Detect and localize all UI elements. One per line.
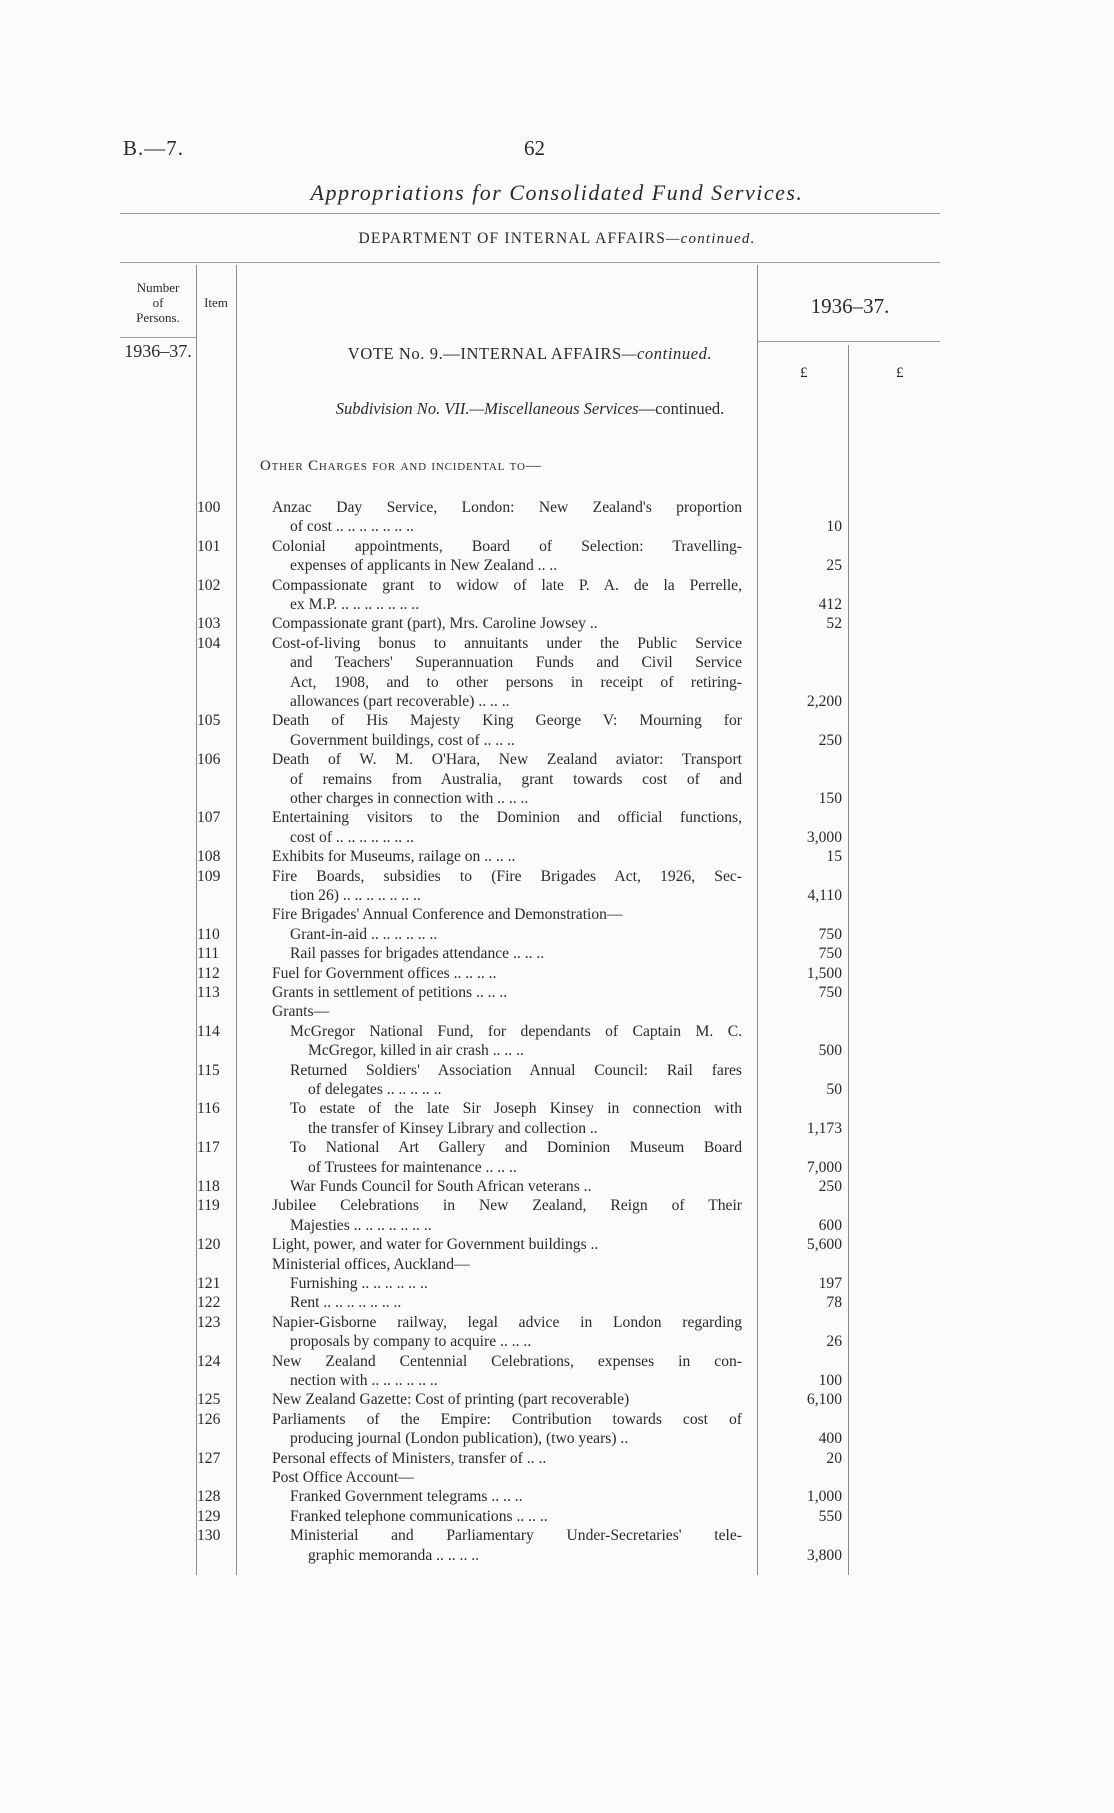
header-top-rule <box>120 262 940 263</box>
description-line: Ministerial and Parliamentary Under-Secretaries' tele- <box>290 1527 742 1545</box>
item-number: 112 <box>197 964 220 982</box>
item-number: 126 <box>197 1410 221 1428</box>
amount-value: 750 <box>818 984 842 1001</box>
item-number: 109 <box>197 867 221 885</box>
item-number: 120 <box>197 1236 221 1254</box>
year-header-rule <box>757 341 940 342</box>
description-line: Franked telephone communications .. .. .. <box>290 1507 548 1525</box>
description-line: Exhibits for Museums, railage on .. .. .. <box>272 848 516 866</box>
description-line: New Zealand Centennial Celebrations, expenses in con- <box>272 1352 742 1370</box>
description-line: Ministerial offices, Auckland— <box>272 1255 470 1273</box>
description-line: Compassionate grant (part), Mrs. Caroline Jowsey .. <box>272 615 598 633</box>
item-number: 128 <box>197 1488 221 1506</box>
column-divider-description <box>757 265 758 1575</box>
description-line: Majesties .. .. .. .. .. .. .. <box>290 1216 432 1234</box>
amount-value: 100 <box>818 1372 842 1389</box>
item-number: 107 <box>197 809 221 827</box>
item-number: 129 <box>197 1507 221 1525</box>
description-line: Death of His Majesty King George V: Mourning for <box>272 712 742 730</box>
description-line: Napier-Gisborne railway, legal advice in London regarding <box>272 1313 742 1331</box>
vote-suffix: —continued. <box>621 344 713 363</box>
item-number: 100 <box>197 499 221 516</box>
description-line: tion 26) .. .. .. .. .. .. .. <box>290 887 421 904</box>
item-number: 110 <box>197 925 220 943</box>
amount-value: 500 <box>818 1042 842 1060</box>
amount-value: 2,200 <box>806 693 842 710</box>
subdivision-suffix: —continued. <box>638 399 725 418</box>
amount-value: 78 <box>826 1294 842 1312</box>
description-line: McGregor National Fund, for dependants of Captain M. C. <box>290 1022 742 1040</box>
item-number: 104 <box>197 634 221 652</box>
description-line: Anzac Day Service, London: New Zealand's proportion <box>272 499 742 516</box>
description-line: Act, 1908, and to other persons in receipt of retiring- <box>290 673 742 691</box>
persons-year: 1936–37. <box>124 341 192 361</box>
item-number: 105 <box>197 712 221 730</box>
description-line: Fire Brigades' Annual Conference and Demonstration— <box>272 906 623 924</box>
item-number: 101 <box>197 537 221 555</box>
amount-value: 1,500 <box>806 964 842 982</box>
amount-value: 15 <box>826 848 842 866</box>
subdivision-title: Subdivision No. VII.—Miscellaneous Services <box>335 399 639 418</box>
description-line: cost of .. .. .. .. .. .. .. <box>290 828 414 846</box>
description-line: Grants— <box>272 1003 330 1021</box>
department-name: DEPARTMENT OF INTERNAL AFFAIRS <box>358 230 667 247</box>
description-line: of remains from Australia, grant towards cost of and <box>290 770 742 788</box>
description-line: Cost-of-living bonus to annuitants under the Public Service <box>272 634 742 652</box>
item-number: 130 <box>197 1527 221 1545</box>
description-line: War Funds Council for South African veterans .. <box>290 1178 592 1195</box>
item-number: 102 <box>197 576 221 594</box>
amount-value: 250 <box>818 731 842 749</box>
item-number: 124 <box>197 1352 221 1370</box>
description-line: ex M.P. .. .. .. .. .. .. .. <box>290 596 420 613</box>
description-line: Fire Boards, subsidies to (Fire Brigades Act, 1926, Sec- <box>272 867 742 885</box>
item-number: 119 <box>197 1197 220 1215</box>
description-line: Fuel for Government offices .. .. .. .. <box>272 964 497 982</box>
amount-value: 3,000 <box>806 828 842 846</box>
description-line: Grant-in-aid .. .. .. .. .. .. <box>290 925 438 943</box>
header-word-of: of <box>152 295 164 310</box>
document-reference: B.—7. <box>123 136 185 160</box>
item-number: 127 <box>197 1449 221 1467</box>
column-divider-amount <box>848 345 849 1575</box>
item-number: 106 <box>197 751 221 769</box>
persons-header-rule <box>120 337 196 338</box>
subdivision-heading <box>200 399 860 419</box>
description-line: expenses of applicants in New Zealand .. .. <box>290 557 558 575</box>
department-heading <box>0 230 1114 248</box>
description-line: Death of W. M. O'Hara, New Zealand aviator: Transport <box>272 751 742 769</box>
amount-value: 400 <box>818 1430 842 1448</box>
amount-value: 7,000 <box>806 1158 842 1176</box>
amount-value: 50 <box>826 1081 842 1098</box>
item-number: 103 <box>197 615 221 633</box>
description-line: of delegates .. .. .. .. .. <box>308 1081 442 1098</box>
item-number: 113 <box>197 984 220 1001</box>
item-number: 122 <box>197 1294 221 1312</box>
description-line: graphic memoranda .. .. .. .. <box>308 1546 480 1564</box>
amount-value: 4,110 <box>807 887 842 904</box>
description-line: Personal effects of Ministers, transfer of .. .. <box>272 1449 547 1467</box>
amount-value: 10 <box>826 518 842 536</box>
year-column-header: 1936–37. <box>810 294 890 318</box>
amount-value: 3,800 <box>806 1546 842 1564</box>
vote-title: VOTE No. 9.—INTERNAL AFFAIRS <box>347 344 622 363</box>
description-line: McGregor, killed in air crash .. .. .. <box>308 1042 524 1060</box>
amount-value: 52 <box>826 615 842 633</box>
description-line: Furnishing .. .. .. .. .. .. <box>290 1275 428 1292</box>
item-number: 115 <box>197 1061 220 1079</box>
section-heading: Other Charges for and incidental to— <box>260 458 542 474</box>
item-number: 114 <box>197 1022 220 1040</box>
item-number: 117 <box>197 1139 220 1157</box>
description-line: Grants in settlement of petitions .. .. .. <box>272 984 508 1001</box>
title-rule <box>120 213 940 214</box>
description-line: Entertaining visitors to the Dominion and official functions, <box>272 809 742 827</box>
amount-value: 412 <box>818 596 842 613</box>
page-title: Appropriations for Consolidated Fund Services. <box>310 180 804 205</box>
amount-value: 6,100 <box>806 1391 842 1409</box>
amount-value: 750 <box>818 925 842 943</box>
item-header: Item <box>204 295 228 310</box>
description-line: the transfer of Kinsey Library and collection .. <box>308 1119 598 1137</box>
description-line: Returned Soldiers' Association Annual Council: Rail fares <box>290 1061 742 1079</box>
item-number: 123 <box>197 1313 221 1331</box>
item-number: 125 <box>197 1391 221 1409</box>
header-word-number: Number <box>136 280 180 295</box>
amount-value: 1,000 <box>806 1488 842 1506</box>
vote-heading <box>200 344 860 364</box>
header-word-persons: Persons. <box>136 310 180 325</box>
description-line: Parliaments of the Empire: Contribution towards cost of <box>272 1410 742 1428</box>
amount-value: 20 <box>826 1449 842 1467</box>
description-line: Government buildings, cost of .. .. .. <box>290 731 515 749</box>
description-line: Light, power, and water for Government buildings .. <box>272 1236 599 1254</box>
amount-value: 5,600 <box>806 1236 842 1254</box>
pound-symbol-1: £ <box>800 365 808 381</box>
amount-value: 550 <box>818 1507 842 1525</box>
amount-value: 197 <box>818 1275 842 1292</box>
description-line: Rail passes for brigades attendance .. .. .. <box>290 945 545 963</box>
item-number: 111 <box>197 945 220 963</box>
description-line: nection with .. .. .. .. .. .. <box>290 1372 438 1389</box>
description-line: proposals by company to acquire .. .. .. <box>290 1333 532 1351</box>
item-number: 118 <box>197 1178 220 1195</box>
description-line: of Trustees for maintenance .. .. .. <box>308 1158 517 1176</box>
amount-value: 26 <box>826 1333 842 1351</box>
description-line: Jubilee Celebrations in New Zealand, Reign of Their <box>272 1197 742 1215</box>
pound-symbol-2: £ <box>896 365 904 381</box>
description-line: To estate of the late Sir Joseph Kinsey in connection with <box>290 1100 742 1118</box>
description-line: Rent .. .. .. .. .. .. .. <box>290 1294 402 1312</box>
description-line: producing journal (London publication), (two years) .. <box>290 1430 629 1448</box>
amount-value: 1,173 <box>806 1119 842 1137</box>
description-line: other charges in connection with .. .. .. <box>290 790 529 807</box>
description-line: To National Art Gallery and Dominion Museum Board <box>290 1139 742 1157</box>
column-divider-persons <box>196 265 197 1575</box>
amount-value: 750 <box>818 945 842 963</box>
description-line: Franked Government telegrams .. .. .. <box>290 1488 523 1506</box>
amount-value: 600 <box>818 1216 842 1234</box>
column-divider-item <box>236 265 237 1575</box>
description-line: New Zealand Gazette: Cost of printing (part recoverable) <box>272 1391 630 1409</box>
amount-value: 250 <box>818 1178 842 1195</box>
description-line: Colonial appointments, Board of Selection: Travelling- <box>272 537 742 555</box>
description-line: Post Office Account— <box>272 1469 414 1486</box>
item-number: 108 <box>197 848 221 866</box>
department-suffix: —continued. <box>666 231 756 247</box>
description-line: of cost .. .. .. .. .. .. .. <box>290 518 414 536</box>
number-of-persons-header <box>123 280 193 325</box>
description-line: and Teachers' Superannuation Funds and Civil Service <box>290 654 742 672</box>
page-number: 62 <box>524 136 545 160</box>
item-number: 116 <box>197 1100 220 1118</box>
amount-value: 25 <box>826 557 842 575</box>
description-line: Compassionate grant to widow of late P. A. de la Perrelle, <box>272 576 742 594</box>
item-number: 121 <box>197 1275 221 1292</box>
description-line: allowances (part recoverable) .. .. .. <box>290 693 510 710</box>
amount-value: 150 <box>818 790 842 807</box>
